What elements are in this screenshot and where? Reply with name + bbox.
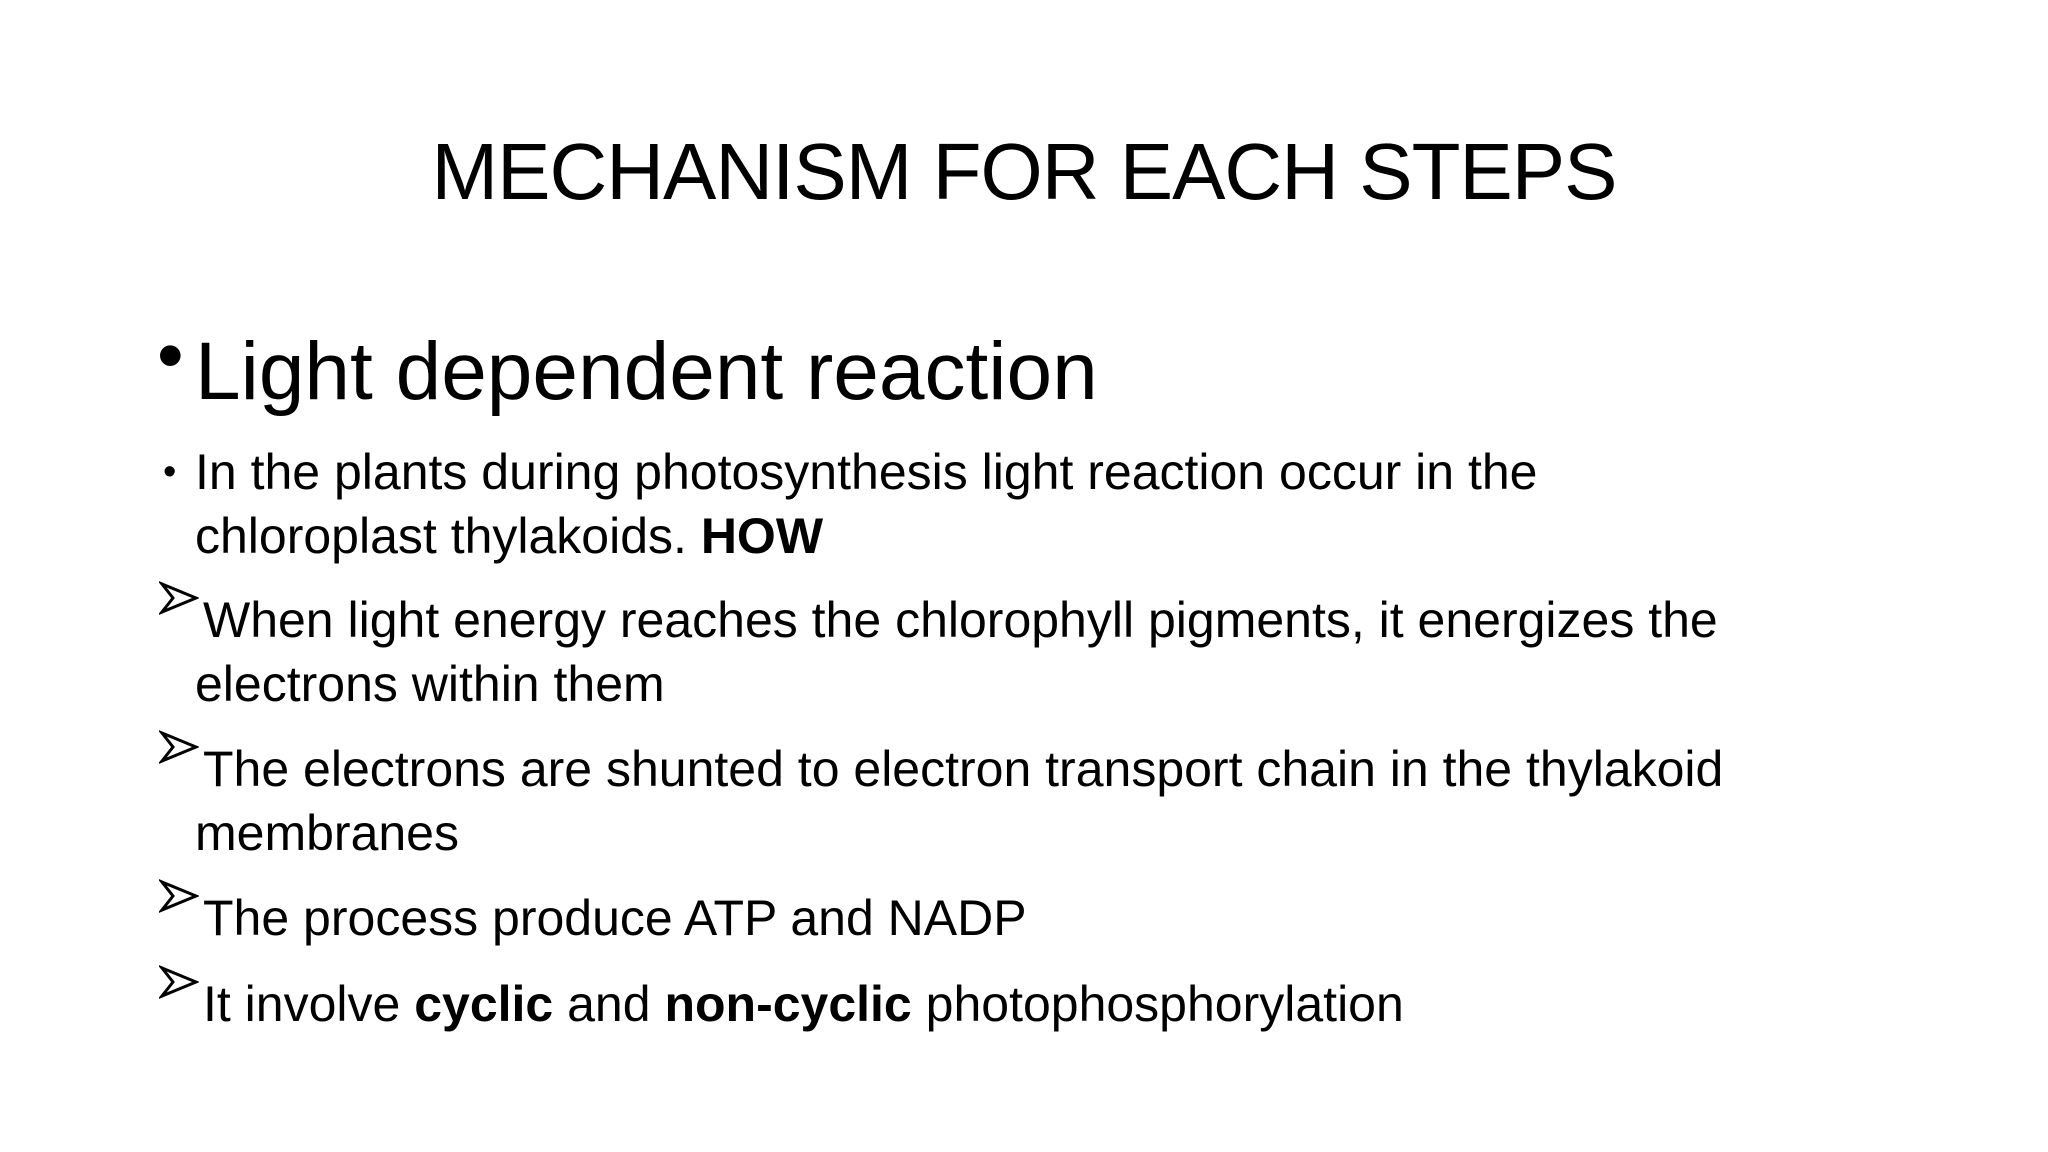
bullet-line: In the plants during photosynthesis light reaction occur in the	[195, 444, 1538, 500]
bullet-line-text: It involve	[203, 976, 415, 1032]
bullet-text	[203, 886, 1027, 950]
bullet-line: membranes	[195, 805, 459, 861]
bullet-text	[195, 737, 1724, 865]
bold-text: cyclic	[414, 976, 554, 1032]
arrow-bullet-icon	[159, 580, 199, 616]
bullet-line: The process produce ATP and NADP	[203, 890, 1027, 946]
bullet-line-text: chloroplast thylakoids.	[195, 508, 701, 564]
bullet-dot-icon: •	[163, 451, 177, 493]
bullet-dot-icon: •	[157, 313, 184, 398]
bullet-line: electrons within them	[195, 656, 665, 712]
bullet-text	[195, 440, 1537, 568]
arrow-bullet-icon	[159, 878, 199, 914]
arrow-bullet-icon	[159, 729, 199, 765]
bullet-text	[203, 972, 1404, 1036]
arrow-bullet-icon	[159, 964, 199, 1000]
bold-text: non-cyclic	[664, 976, 912, 1032]
slide-title: MECHANISM FOR EACH STEPS	[431, 127, 1617, 216]
bullet-line: The electrons are shunted to electron transport chain in the thylakoid	[203, 741, 1724, 797]
bullet-line-text: and	[553, 976, 665, 1032]
bold-text: HOW	[700, 508, 824, 564]
bullet-text	[195, 588, 1718, 716]
bullet-line-text: photophosphorylation	[911, 976, 1404, 1032]
heading-text: Light dependent reaction	[195, 326, 1098, 417]
bullet-line: When light energy reaches the chlorophyll pigments, it energizes the	[203, 592, 1718, 648]
bullet-line	[195, 504, 1537, 568]
bullet-line	[203, 972, 1404, 1036]
